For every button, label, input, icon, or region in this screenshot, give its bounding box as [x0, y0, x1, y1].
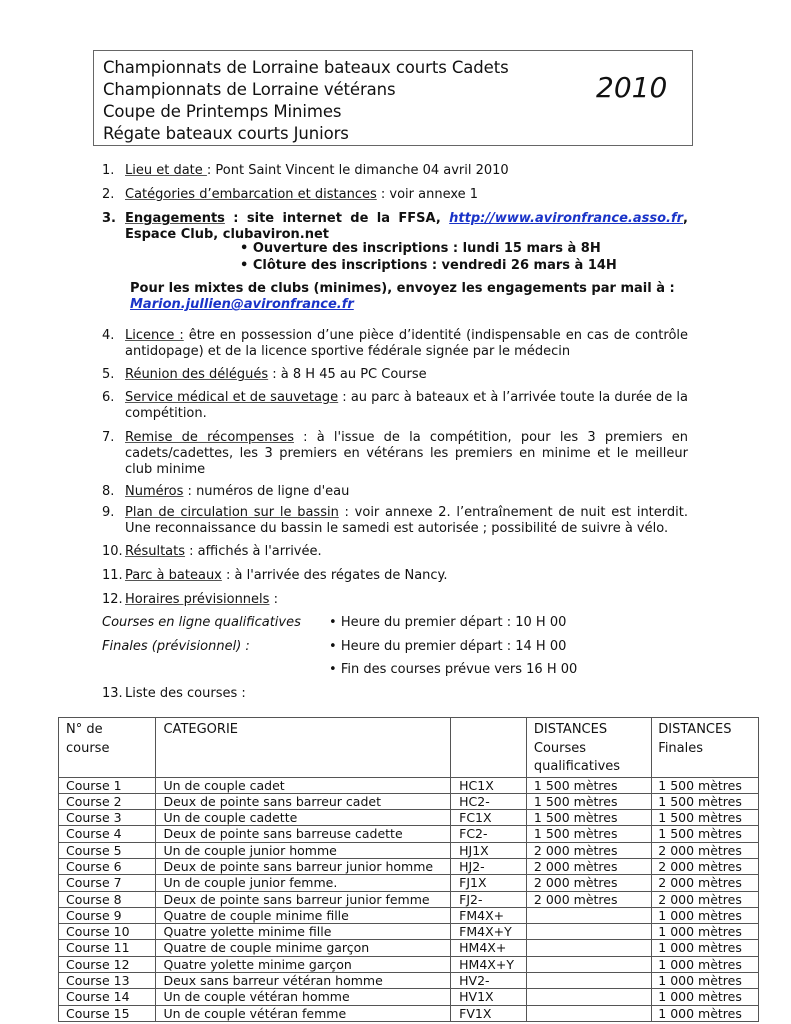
item-label: Numéros — [125, 484, 184, 499]
bullet-closing — [240, 258, 617, 273]
item-label: Résultats — [125, 544, 186, 559]
mixed-clubs-note: Pour les mixtes de clubs (minimes), envoyez les engagements par mail à : — [130, 281, 675, 296]
cell-course-number: Course 13 — [59, 973, 156, 989]
cell-course-number: Course 15 — [59, 1005, 156, 1021]
schedule-text: Fin des courses prévue vers 16 H 00 — [340, 662, 578, 677]
bullet-icon: • — [240, 258, 249, 273]
cell-distance-qualif — [526, 956, 651, 972]
item-3 — [102, 211, 688, 227]
table-row — [59, 875, 759, 891]
cell-code: HV2- — [451, 973, 527, 989]
cell-course-number: Course 8 — [59, 891, 156, 907]
item-number: 4. — [102, 328, 115, 343]
header-text: DISTANCES Courses qualificatives — [533, 722, 621, 774]
cell-course-number: Course 14 — [59, 989, 156, 1005]
cell-distance-finals: 2 000 mètres — [652, 891, 759, 907]
cell-code: HC2- — [451, 793, 527, 809]
cell-distance-finals: 1 500 mètres — [652, 810, 759, 826]
cell-category: Un de couple junior homme — [156, 842, 451, 858]
item-10 — [102, 544, 688, 560]
item-number: 1. — [102, 163, 115, 178]
item-label: Réunion des délégués — [125, 367, 269, 382]
table-row — [59, 842, 759, 858]
cell-code: FC2- — [451, 826, 527, 842]
cell-distance-finals: 2 000 mètres — [652, 842, 759, 858]
item-label: Horaires prévisionnels — [125, 592, 270, 607]
item-label: Lieu et date — [125, 163, 207, 178]
item-text: : affichés à l'arrivée. — [185, 544, 322, 559]
cell-distance-qualif — [526, 940, 651, 956]
cell-distance-qualif: 2 000 mètres — [526, 875, 651, 891]
item-text: : voir annexe 2. l’entraînement de nuit est interdit. Une reconnaissance du bassin le samedi est autorisée ; possibilité de suivre à vélo. — [125, 505, 688, 536]
item-number: 3. — [102, 211, 116, 226]
header-distance-finals — [652, 718, 759, 778]
cell-distance-qualif: 2 000 mètres — [526, 858, 651, 874]
bullet-text: Clôture des inscriptions : vendredi 26 mars à 14H — [252, 258, 617, 273]
item-number: 6. — [102, 390, 115, 405]
item-text: : numéros de ligne d'eau — [183, 484, 350, 499]
item-number: 12. — [102, 592, 123, 607]
title-box — [93, 50, 693, 146]
table-row — [59, 956, 759, 972]
item-label: Parc à bateaux — [125, 568, 222, 583]
cell-category: Un de couple vétéran homme — [156, 989, 451, 1005]
cell-distance-qualif: 2 000 mètres — [526, 842, 651, 858]
bullet-opening — [240, 241, 601, 256]
cell-code: HV1X — [451, 989, 527, 1005]
table-row — [59, 858, 759, 874]
title-line-4: Régate bateaux courts Juniors — [103, 124, 349, 143]
ffsa-website-link[interactable]: http://www.avironfrance.asso.fr — [449, 211, 684, 226]
cell-code: FM4X+Y — [451, 924, 527, 940]
cell-code: FJ1X — [451, 875, 527, 891]
cell-distance-finals: 1 000 mètres — [652, 940, 759, 956]
item-2 — [102, 187, 688, 203]
schedule-qualif-label: Courses en ligne qualificatives — [102, 615, 301, 630]
email-link[interactable]: Marion.jullien@avironfrance.fr — [130, 297, 354, 312]
item-9 — [102, 505, 688, 537]
schedule-qualif-value — [329, 615, 566, 630]
bullet-icon: • — [240, 241, 249, 256]
item-number: 13. — [102, 686, 123, 701]
item-number: 8. — [102, 484, 115, 499]
cell-category: Un de couple vétéran femme — [156, 1005, 451, 1021]
cell-category: Quatre yolette minime garçon — [156, 956, 451, 972]
item-text: : à 8 H 45 au PC Course — [268, 367, 427, 382]
cell-course-number: Course 9 — [59, 907, 156, 923]
item-11 — [102, 568, 688, 584]
cell-category: Deux sans barreur vétéran homme — [156, 973, 451, 989]
cell-course-number: Course 10 — [59, 924, 156, 940]
table-row — [59, 810, 759, 826]
table-row — [59, 940, 759, 956]
item-number: 5. — [102, 367, 115, 382]
cell-course-number: Course 3 — [59, 810, 156, 826]
item-number: 10. — [102, 544, 123, 559]
title-year: 2010 — [596, 71, 668, 104]
table-row — [59, 891, 759, 907]
item-label: Plan de circulation sur le bassin — [125, 505, 339, 520]
cell-distance-qualif: 2 000 mètres — [526, 891, 651, 907]
cell-distance-qualif — [526, 907, 651, 923]
table-row — [59, 989, 759, 1005]
schedule-finals-value — [329, 639, 566, 654]
cell-course-number: Course 11 — [59, 940, 156, 956]
item-text: : à l'arrivée des régates de Nancy. — [221, 568, 448, 583]
item-number: 11. — [102, 568, 123, 583]
cell-distance-qualif — [526, 989, 651, 1005]
cell-code: HC1X — [451, 777, 527, 793]
table-row — [59, 973, 759, 989]
item-number: 7. — [102, 430, 115, 445]
item-number: 9. — [102, 505, 115, 520]
schedule-text: Heure du premier départ : 14 H 00 — [340, 639, 567, 654]
bullet-icon: • — [329, 662, 337, 677]
item-text: Liste des courses : — [125, 686, 246, 701]
cell-distance-qualif — [526, 924, 651, 940]
cell-category: Quatre de couple minime fille — [156, 907, 451, 923]
cell-distance-qualif: 1 500 mètres — [526, 793, 651, 809]
item-8 — [102, 484, 688, 500]
cell-course-number: Course 6 — [59, 858, 156, 874]
cell-category: Un de couple junior femme. — [156, 875, 451, 891]
title-line-2: Championnats de Lorraine vétérans — [103, 80, 396, 99]
cell-distance-finals: 2 000 mètres — [652, 875, 759, 891]
table-row — [59, 793, 759, 809]
item-text: : site internet de la FFSA, — [224, 211, 450, 226]
cell-distance-qualif — [526, 1005, 651, 1021]
cell-code: FM4X+ — [451, 907, 527, 923]
table-row — [59, 907, 759, 923]
title-line-3: Coupe de Printemps Minimes — [103, 102, 342, 121]
comma: , — [683, 211, 688, 226]
item-label: Remise de récompenses — [125, 430, 294, 445]
item-text: : Pont Saint Vincent le dimanche 04 avril 2010 — [206, 163, 509, 178]
cell-code: HM4X+ — [451, 940, 527, 956]
header-category: CATEGORIE — [156, 718, 451, 778]
item-text: être en possession d’une pièce d’identité (indispensable en cas de contrôle antidopage) et de la licence sportive fédérale signée par le médecin — [125, 328, 689, 359]
bullet-icon: • — [329, 639, 337, 654]
cell-category: Quatre de couple minime garçon — [156, 940, 451, 956]
item-6 — [102, 390, 688, 422]
title-line-1: Championnats de Lorraine bateaux courts Cadets — [103, 58, 509, 77]
header-text: DISTANCES Finales — [658, 722, 732, 756]
item-4 — [102, 328, 688, 360]
bullet-text: Ouverture des inscriptions : lundi 15 mars à 8H — [252, 241, 601, 256]
cell-code: HJ2- — [451, 858, 527, 874]
table-header-row — [59, 718, 759, 778]
cell-course-number: Course 4 — [59, 826, 156, 842]
courses-table — [58, 717, 759, 1022]
cell-course-number: Course 7 — [59, 875, 156, 891]
cell-distance-finals: 1 000 mètres — [652, 973, 759, 989]
bullet-icon: • — [329, 615, 337, 630]
cell-distance-qualif — [526, 973, 651, 989]
cell-category: Deux de pointe sans barreur junior femme — [156, 891, 451, 907]
email-line — [130, 297, 354, 312]
cell-code: HM4X+Y — [451, 956, 527, 972]
table-row — [59, 1005, 759, 1021]
cell-distance-finals: 2 000 mètres — [652, 858, 759, 874]
cell-distance-qualif: 1 500 mètres — [526, 826, 651, 842]
cell-code: FC1X — [451, 810, 527, 826]
cell-code: FJ2- — [451, 891, 527, 907]
header-code — [451, 718, 527, 778]
item-text: : — [269, 592, 278, 607]
item-number: 2. — [102, 187, 115, 202]
item-1 — [102, 163, 688, 179]
cell-distance-qualif: 1 500 mètres — [526, 810, 651, 826]
item-label: Engagements — [125, 211, 225, 226]
item-text: : à l'issue de la compétition, pour les 3 premiers en cadets/cadettes, les 3 premiers en vétérans les premiers en minime et le meilleur club minime — [125, 430, 688, 477]
item-label: Catégories d’embarcation et distances — [125, 187, 377, 202]
schedule-finals-label: Finales (prévisionnel) : — [102, 639, 250, 654]
cell-distance-finals: 1 500 mètres — [652, 826, 759, 842]
item-label: Licence : — [125, 328, 184, 343]
cell-course-number: Course 2 — [59, 793, 156, 809]
cell-category: Deux de pointe sans barreuse cadette — [156, 826, 451, 842]
schedule-end-value — [329, 662, 577, 677]
cell-distance-qualif: 1 500 mètres — [526, 777, 651, 793]
item-13 — [102, 686, 688, 702]
cell-category: Quatre yolette minime fille — [156, 924, 451, 940]
item-text-line2: Espace Club, clubaviron.net — [125, 227, 330, 242]
cell-distance-finals: 1 000 mètres — [652, 907, 759, 923]
item-12 — [102, 592, 688, 608]
cell-category: Deux de pointe sans barreur cadet — [156, 793, 451, 809]
cell-distance-finals: 1 500 mètres — [652, 777, 759, 793]
item-text: : voir annexe 1 — [376, 187, 479, 202]
item-text: : au parc à bateaux et à l’arrivée toute la durée de la compétition. — [125, 390, 689, 421]
cell-course-number: Course 1 — [59, 777, 156, 793]
cell-course-number: Course 12 — [59, 956, 156, 972]
item-label: Service médical et de sauvetage — [125, 390, 339, 405]
table-row — [59, 826, 759, 842]
cell-distance-finals: 1 000 mètres — [652, 956, 759, 972]
schedule-text: Heure du premier départ : 10 H 00 — [340, 615, 567, 630]
item-5 — [102, 367, 688, 383]
cell-category: Un de couple cadette — [156, 810, 451, 826]
table-row — [59, 777, 759, 793]
cell-course-number: Course 5 — [59, 842, 156, 858]
cell-distance-finals: 1 000 mètres — [652, 1005, 759, 1021]
item-7 — [102, 430, 688, 478]
cell-category: Un de couple cadet — [156, 777, 451, 793]
cell-distance-finals: 1 000 mètres — [652, 989, 759, 1005]
cell-code: FV1X — [451, 1005, 527, 1021]
header-distance-qualif — [526, 718, 651, 778]
cell-category: Deux de pointe sans barreur junior homme — [156, 858, 451, 874]
cell-distance-finals: 1 000 mètres — [652, 924, 759, 940]
cell-distance-finals: 1 500 mètres — [652, 793, 759, 809]
cell-code: HJ1X — [451, 842, 527, 858]
table-row — [59, 924, 759, 940]
header-course-number: N° de course — [59, 718, 156, 778]
